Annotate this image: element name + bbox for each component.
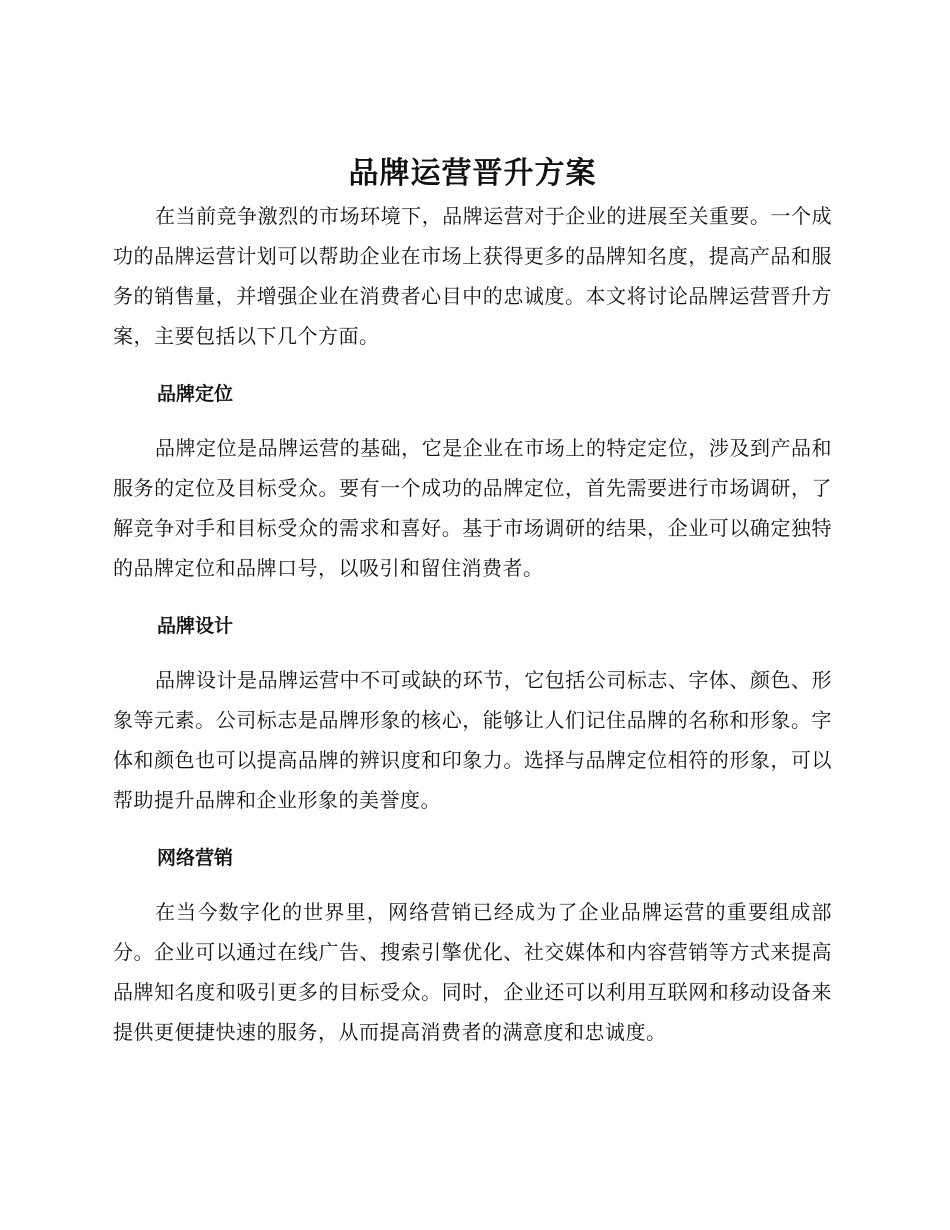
document-title: 品牌运营晋升方案 (348, 156, 597, 191)
section-brand-positioning (113, 374, 832, 588)
section-paragraph: 在当今数字化的世界里，网络营销已经成为了企业品牌运营的重要组成部分。企业可以通过在线广告、搜索引擎优化、社交媒体和内容营销等方式来提高品牌知名度和吸引更多的目标受众。同时，企业还可以利用互联网和移动设备来提供更便捷快速的服务，从而提高消费者的满意度和忠诚度。 (113, 900, 832, 1044)
intro-paragraph: 在当前竞争激烈的市场环境下，品牌运营对于企业的进展至关重要。一个成功的品牌运营计划可以帮助企业在市场上获得更多的品牌知名度，提高产品和服务的销售量，并增强企业在消费者心目中的忠诚度。本文将讨论品牌运营晋升方案，主要包括以下几个方面。 (113, 204, 832, 348)
section-brand-design (113, 606, 832, 820)
section-heading: 品牌设计 (157, 615, 234, 637)
section-heading: 品牌定位 (157, 383, 234, 405)
section-paragraph: 品牌定位是品牌运营的基础，它是企业在市场上的特定定位，涉及到产品和服务的定位及目标受众。要有一个成功的品牌定位，首先需要进行市场调研，了解竞争对手和目标受众的需求和喜好。基于市场调研的结果，企业可以确定独特的品牌定位和品牌口号，以吸引和留住消费者。 (113, 436, 832, 580)
section-online-marketing (113, 838, 832, 1052)
section-paragraph: 品牌设计是品牌运营中不可或缺的环节，它包括公司标志、字体、颜色、形象等元素。公司标志是品牌形象的核心，能够让人们记住品牌的名称和形象。字体和颜色也可以提高品牌的辨识度和印象力。选择与品牌定位相符的形象，可以帮助提升品牌和企业形象的美誉度。 (113, 668, 832, 812)
section-heading: 网络营销 (157, 847, 234, 869)
